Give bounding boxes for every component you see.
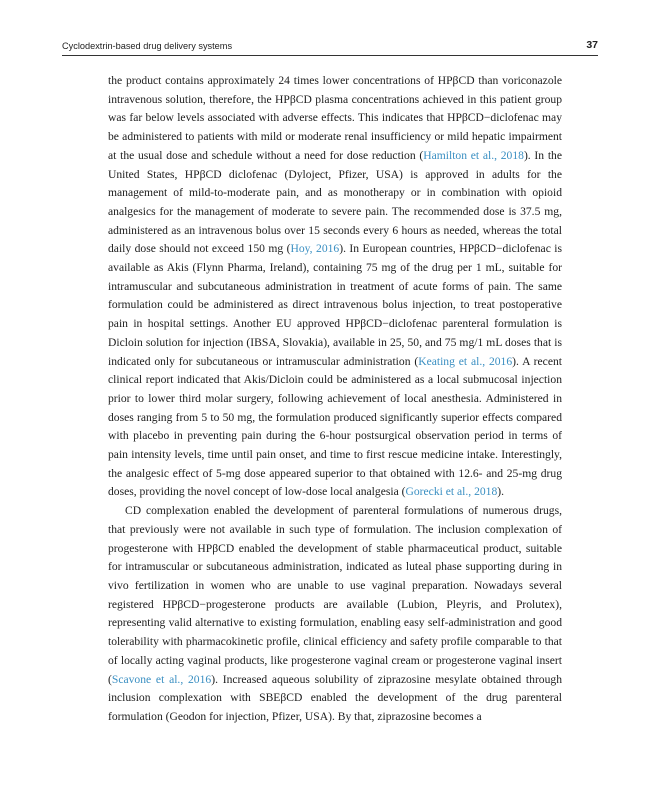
header-rule	[62, 55, 598, 56]
citation-link[interactable]: Keating et al., 2016	[418, 354, 513, 368]
citation-link[interactable]: Scavone et al., 2016	[111, 672, 212, 686]
running-title: Cyclodextrin-based drug delivery systems	[62, 41, 233, 51]
citation-link[interactable]: Gorecki et al., 2018	[405, 485, 498, 499]
paragraph-1-text: the product contains approximately 24 times lower concentrations of HPβCD than voriconazole intravenous solution, therefore, the HPβCD plasma concentrations achieved in this patient group was far below levels associated with adverse effects. This indicates that HPβCD−diclofenac may be administered to patients with mild or moderate renal insufficiency or mild hepatic impairment at the usual dose and schedule without a need for dose reduction (	[108, 74, 562, 162]
paragraph-1-text: ). In the United States, HPβCD diclofenac (Dyloject, Pfizer, USA) is approved in adults for the management of mild-to-moderate pain, and as monotherapy or in combination with opioid analgesics for the management of moderate to severe pain. The recommended dose is 37.5 mg, administered as an intravenous bolus over 15 seconds every 6 hours as needed, whereas the total daily dose should not exceed 150 mg (	[108, 148, 562, 256]
paragraph-2-text: CD complexation enabled the development of parenteral formulations of numerous drugs, that previously were not available in such type of formulation. The inclusion complexation of progesterone with HPβCD enabled the development of stable pharmaceutical product, suitable for intramuscular or subcutaneous administration, indicated as luteal phase supporting during in vivo fertilization in women who are unable to use vaginal preparation. Nowadays several registered HPβCD−progesterone products are available (Lubion, Pleyris, and Prolutex), representing valid alternative to existing formulation, enabling easy self-administration and good tolerability with pharmacokinetic profile, clinical efficiency and safety profile comparable to that of locally acting vaginal products, like progesterone vaginal cream or progesterone vaginal insert (	[108, 504, 562, 686]
paragraph-1-text: ). A recent clinical report indicated that Akis/Dicloin could be administered as a local submucosal injection prior to lower third molar surgery, following achievement of local anesthesia. Administered in doses ranging from 5 to 50 mg, the formulation produced significantly superior effects compared with placebo in preventing pain during the 6-hour postsurgical observation period in terms of pain intensity levels, time until pain onset, and time to first rescue medicine intake. Interestingly, the analgesic effect of 5-mg dose appeared superior to that obtained with 12.6- and 25-mg drug doses, providing the novel concept of low-dose local analgesia (	[108, 354, 562, 499]
paragraph-2	[108, 502, 562, 726]
paragraph-1-text: ). In European countries, HPβCD−diclofenac is available as Akis (Flynn Pharma, Ireland), containing 75 mg of the drug per 1 mL, suitable for intramuscular and subcutaneous administration in treatment of acute forms of pain. The same formulation could be administered as direct intravenous bolus injection, to treat postoperative pain in hospital settings. Another EU approved HPβCD−diclofenac parenteral formulation is Dicloin solution for injection (IBSA, Slovakia), available in 25, 50, and 75 mg/1 mL doses that is indicated only for subcutaneous or intramuscular administration (	[108, 242, 563, 368]
citation-link[interactable]: Hoy, 2016	[290, 242, 340, 256]
paragraph-1	[108, 72, 562, 502]
body-text	[108, 72, 562, 727]
page-number: 37	[586, 39, 598, 51]
paragraph-2-text: ). Increased aqueous solubility of ziprazosine mesylate obtained through inclusion complexation with SBEβCD enabled the development of the drug parenteral formulation (Geodon for injection, Pfizer, USA). By that, ziprazosine becomes a	[108, 672, 562, 723]
paragraph-1-text: ).	[497, 485, 505, 499]
citation-link[interactable]: Hamilton et al., 2018	[423, 148, 524, 162]
running-header	[62, 39, 598, 55]
